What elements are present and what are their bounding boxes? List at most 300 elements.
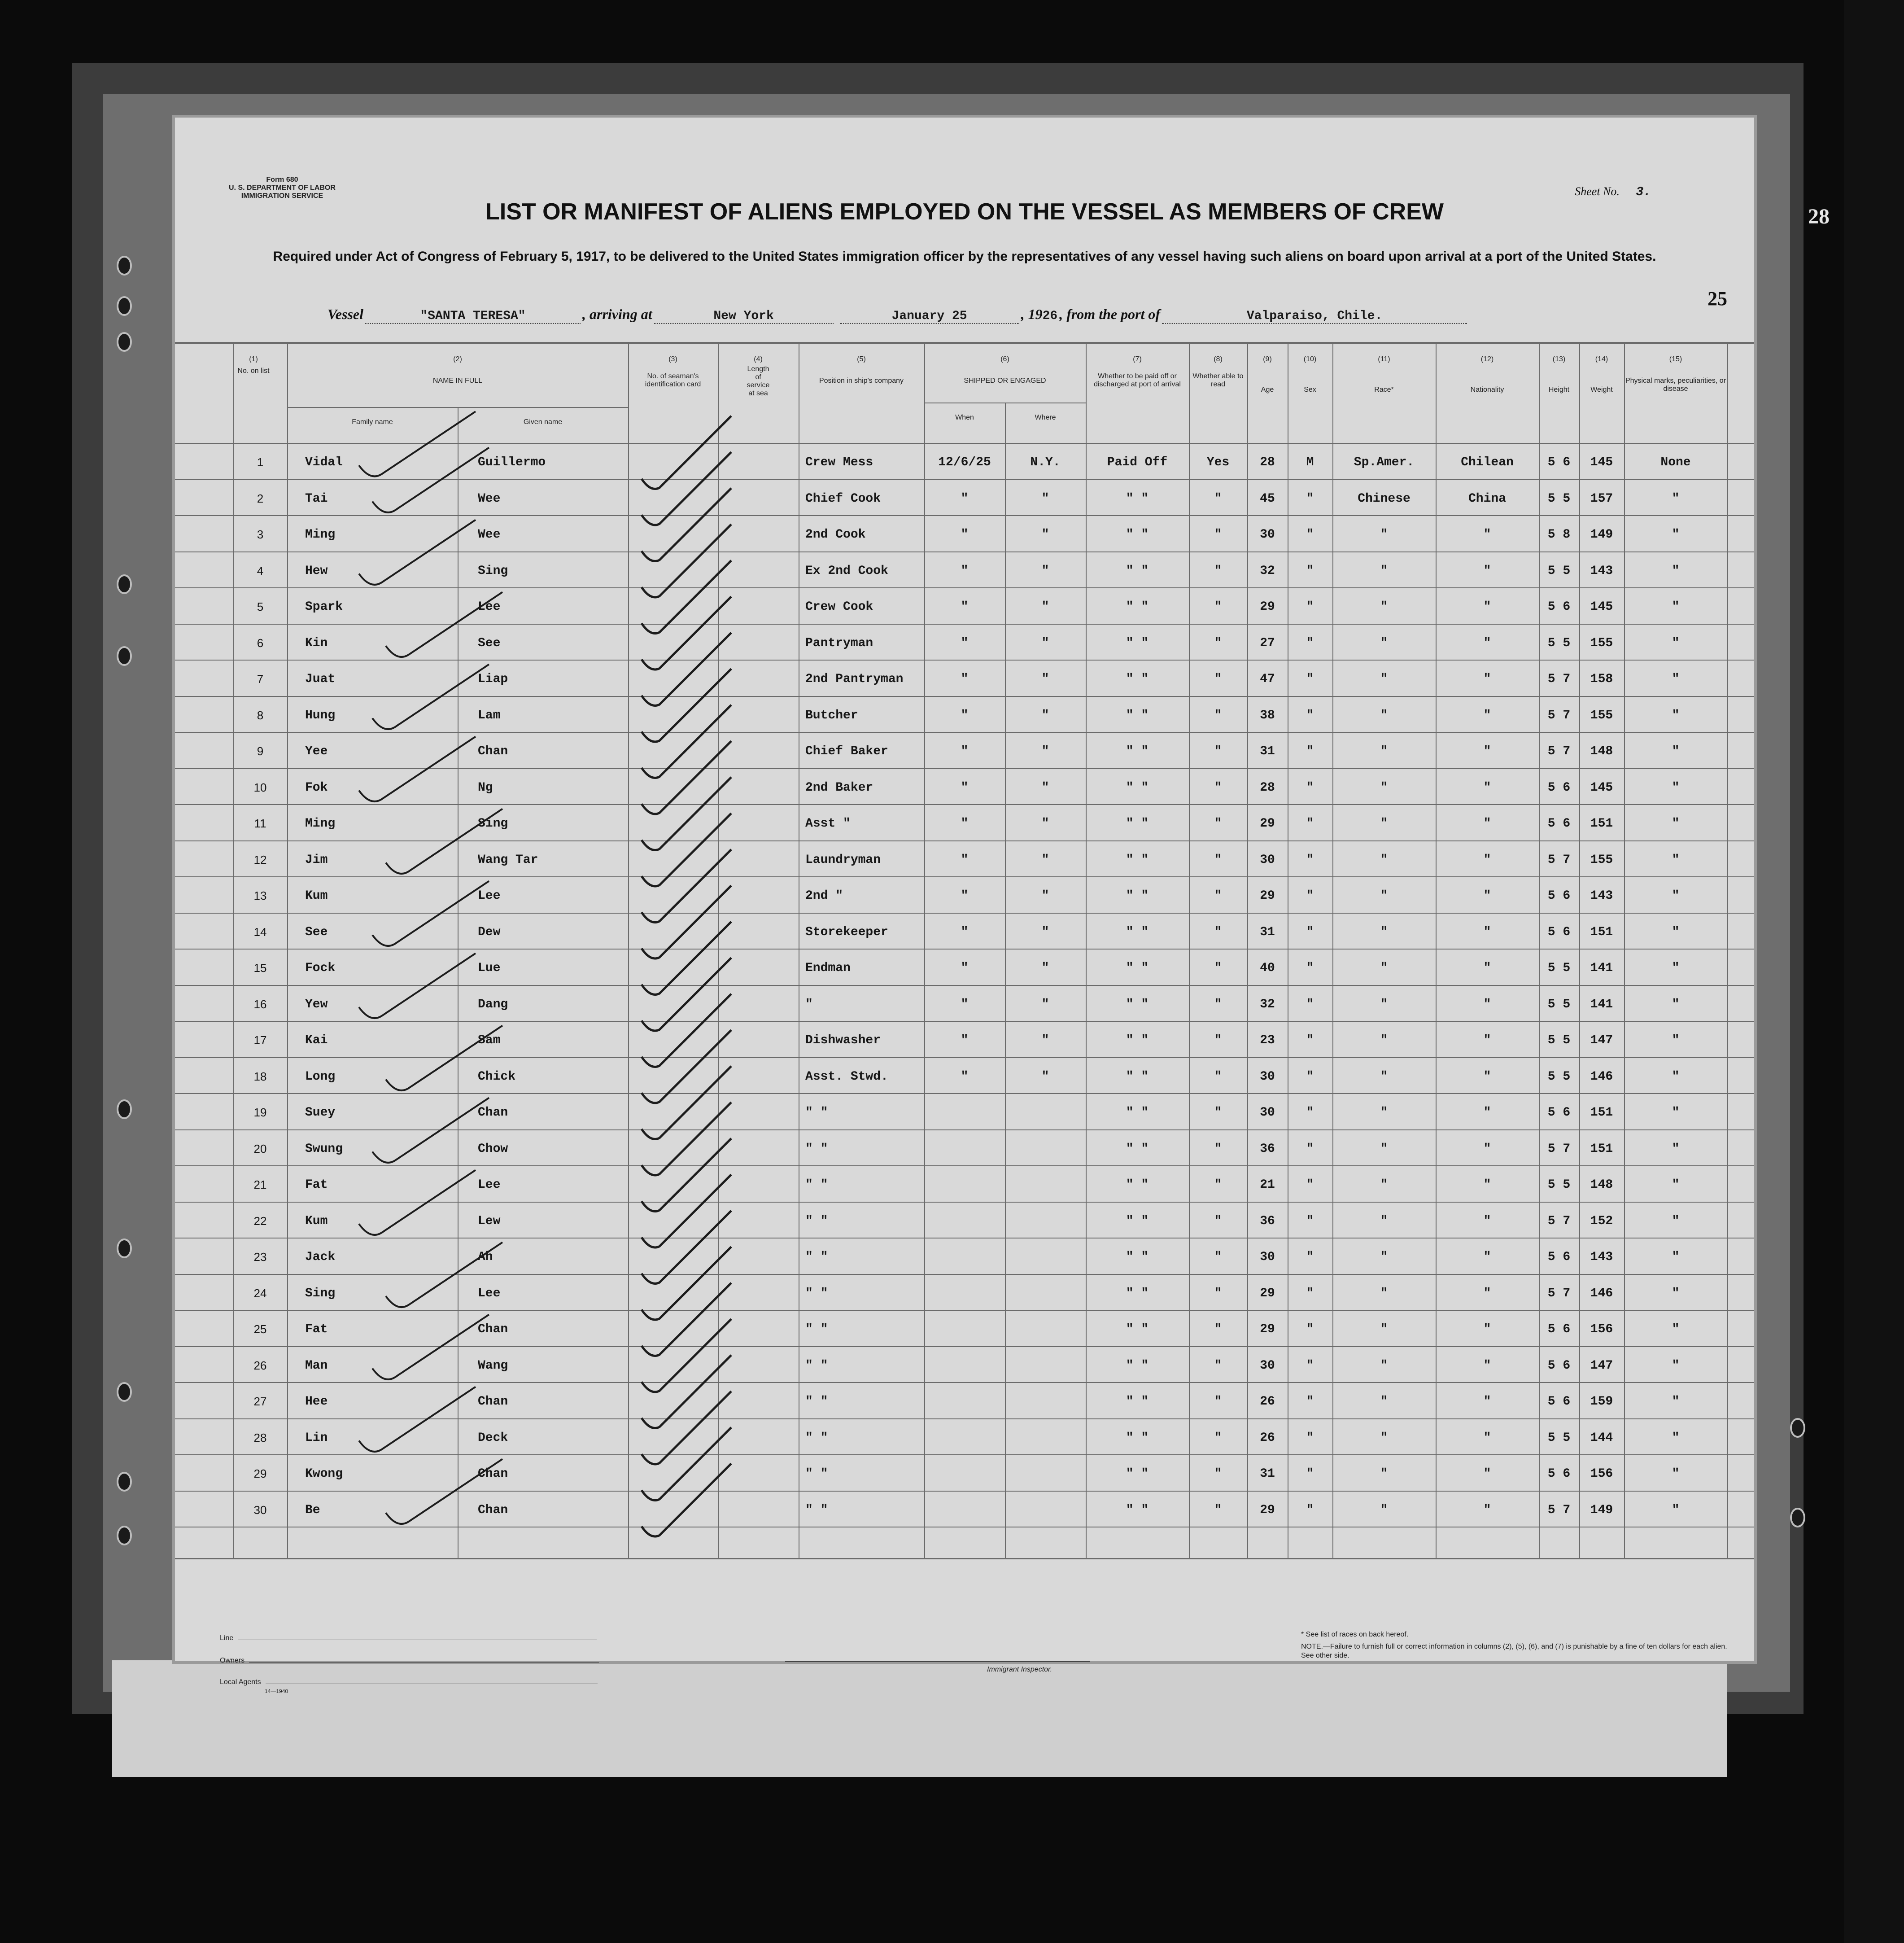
cell-family: Kwong <box>305 1467 343 1481</box>
cell-family: Hee <box>305 1395 328 1409</box>
cell-marks: " <box>1672 817 1680 831</box>
cell-paid: " " <box>1126 997 1149 1011</box>
cell-nat: " <box>1483 1358 1491 1373</box>
cell-age: 26 <box>1260 1395 1275 1409</box>
cell-weight: 145 <box>1590 455 1613 469</box>
cell-position: " " <box>805 1322 828 1336</box>
cell-read: " <box>1214 1395 1222 1409</box>
cell-nat: " <box>1483 1142 1491 1156</box>
cell-paid: " " <box>1126 1322 1149 1336</box>
cell-weight: 141 <box>1590 997 1613 1011</box>
cell-height: 5 6 <box>1547 1358 1571 1373</box>
row-rule <box>175 876 1754 877</box>
cell-position: Pantryman <box>805 636 873 650</box>
cell-age: 30 <box>1260 1106 1275 1120</box>
cell-read: " <box>1214 1358 1222 1373</box>
table-bottom-rule <box>175 1558 1754 1559</box>
cell-no: 18 <box>253 1069 267 1083</box>
cell-height: 5 5 <box>1547 1033 1571 1047</box>
cell-family: Ming <box>305 817 336 831</box>
cell-where: " <box>1041 961 1049 975</box>
arrival-date: January 25 <box>840 309 1019 324</box>
cell-weight: 147 <box>1590 1033 1613 1047</box>
sheet-number <box>1575 185 1651 199</box>
cell-paid: " " <box>1126 1250 1149 1264</box>
vessel-value: "SANTA TERESA" <box>365 309 581 324</box>
cell-race: " <box>1380 636 1388 650</box>
cell-sex: " <box>1306 1033 1314 1047</box>
cell-sex: " <box>1306 600 1314 614</box>
punch-hole <box>1790 1418 1805 1438</box>
cell-height: 5 6 <box>1547 600 1571 614</box>
cell-sex: " <box>1306 491 1314 506</box>
cell-paid: " " <box>1126 925 1149 939</box>
cell-family: Suey <box>305 1106 336 1120</box>
cell-family: Vidal <box>305 455 343 469</box>
cell-no: 8 <box>257 708 264 722</box>
row-rule <box>175 696 1754 697</box>
cell-race: " <box>1380 853 1388 867</box>
cell-height: 5 6 <box>1547 455 1571 469</box>
cell-sex: " <box>1306 636 1314 650</box>
cell-when: " <box>961 600 969 614</box>
cell-when: " <box>961 1033 969 1047</box>
cell-given: Chan <box>478 1467 508 1481</box>
form-line: U. S. DEPARTMENT OF LABOR <box>229 184 336 192</box>
cell-weight: 155 <box>1590 708 1613 722</box>
cell-paid: " " <box>1126 491 1149 506</box>
cell-marks: " <box>1672 1286 1680 1300</box>
inspector-label: Immigrant Inspector. <box>987 1666 1052 1673</box>
cell-marks: " <box>1672 528 1680 542</box>
cell-marks: " <box>1672 1503 1680 1517</box>
cell-family: Kum <box>305 889 328 903</box>
page-subtitle: Required under Act of Congress of February 5, 1917, to be delivered to the United States immigration officer by the representatives of any vessel having such aliens on board upon arrival at a port of the United States. <box>273 249 1656 264</box>
cell-position: Chief Baker <box>805 744 888 758</box>
cell-family: Kin <box>305 636 328 650</box>
cell-marks: " <box>1672 600 1680 614</box>
cell-age: 38 <box>1260 708 1275 722</box>
col-number: (10) <box>1303 355 1317 363</box>
cell-sex: " <box>1306 1503 1314 1517</box>
cell-where: " <box>1041 528 1049 542</box>
cell-race: " <box>1380 1069 1388 1084</box>
sheet-label: Sheet No. <box>1575 185 1620 198</box>
footer-agents-code: 14—1940 <box>265 1688 288 1694</box>
cell-age: 26 <box>1260 1431 1275 1445</box>
cell-nat: " <box>1483 636 1491 650</box>
cell-position: " " <box>805 1142 828 1156</box>
footer-text: Owners <box>220 1657 245 1664</box>
col-title: Whether to be paid off or discharged at port of arrival <box>1094 372 1181 388</box>
cell-height: 5 6 <box>1547 817 1571 831</box>
cell-weight: 151 <box>1590 1106 1613 1120</box>
cell-read: " <box>1214 528 1222 542</box>
cell-read: " <box>1214 1467 1222 1481</box>
cell-weight: 155 <box>1590 636 1613 650</box>
cell-marks: " <box>1672 1214 1680 1228</box>
cell-nat: " <box>1483 817 1491 831</box>
punch-hole <box>117 1382 132 1402</box>
cell-paid: " " <box>1126 672 1149 686</box>
cell-where: " <box>1041 889 1049 903</box>
punch-hole <box>117 646 132 666</box>
cell-when: " <box>961 636 969 650</box>
year-prefix: , 19 <box>1021 306 1043 322</box>
col-number: (4) <box>754 355 763 363</box>
punch-hole <box>117 1472 132 1492</box>
cell-paid: " " <box>1126 817 1149 831</box>
cell-weight: 151 <box>1590 1142 1613 1156</box>
col-number: (11) <box>1378 355 1390 363</box>
cell-read: " <box>1214 491 1222 506</box>
cell-where: " <box>1041 672 1049 686</box>
cell-read: " <box>1214 564 1222 578</box>
year-suffix: 26 <box>1042 309 1058 323</box>
cell-sex: " <box>1306 1142 1314 1156</box>
cell-given: See <box>478 636 501 650</box>
cell-where: " <box>1041 780 1049 795</box>
cell-position: 2nd Baker <box>805 780 873 795</box>
cell-given: Sam <box>478 1033 501 1047</box>
row-rule <box>175 1454 1754 1455</box>
cell-nat: " <box>1483 961 1491 975</box>
punch-hole <box>117 574 132 594</box>
cell-read: " <box>1214 961 1222 975</box>
cell-where: N.Y. <box>1030 455 1061 469</box>
cell-sex: " <box>1306 817 1314 831</box>
col14-header <box>1579 355 1624 394</box>
cell-family: Fat <box>305 1322 328 1336</box>
cell-race: " <box>1380 780 1388 795</box>
cell-height: 5 6 <box>1547 1467 1571 1481</box>
row-rule <box>175 1129 1754 1130</box>
cell-weight: 156 <box>1590 1467 1613 1481</box>
cell-position: " " <box>805 1358 828 1373</box>
cell-read: " <box>1214 1178 1222 1192</box>
cell-no: 5 <box>257 600 264 613</box>
cell-family: Lin <box>305 1431 328 1445</box>
footer-text: Local Agents <box>220 1678 261 1686</box>
cell-paid: " " <box>1126 744 1149 758</box>
col-number: (1) <box>249 355 258 363</box>
row-rule <box>175 1057 1754 1058</box>
cell-age: 29 <box>1260 600 1275 614</box>
column-rule <box>1086 342 1087 1558</box>
cell-where: " <box>1041 925 1049 939</box>
col-title: Length of service at sea <box>747 365 770 397</box>
cell-nat: " <box>1483 744 1491 758</box>
cell-age: 29 <box>1260 889 1275 903</box>
cell-family: Spark <box>305 600 343 614</box>
cell-nat: " <box>1483 672 1491 686</box>
cell-weight: 158 <box>1590 672 1613 686</box>
crew-table <box>175 342 1754 1594</box>
cell-no: 26 <box>253 1358 267 1372</box>
cell-nat: " <box>1483 708 1491 722</box>
col6a-header: When <box>955 414 974 421</box>
cell-given: Chow <box>478 1142 508 1156</box>
col-title: Position in ship's company <box>819 377 904 385</box>
race-note: * See list of races on back hereof. <box>1301 1631 1409 1638</box>
cell-height: 5 8 <box>1547 528 1571 542</box>
cell-sex: " <box>1306 1467 1314 1481</box>
col5-header <box>799 355 924 385</box>
cell-no: 6 <box>257 636 264 650</box>
cell-no: 20 <box>253 1142 267 1155</box>
col-number: (5) <box>857 355 866 363</box>
cell-family: Be <box>305 1503 320 1517</box>
cell-no: 13 <box>253 889 267 902</box>
table-top-rule <box>175 342 1754 344</box>
cell-family: Swung <box>305 1142 343 1156</box>
vessel-label: Vessel <box>328 306 363 322</box>
row-rule <box>175 1418 1754 1419</box>
cell-when: " <box>961 889 969 903</box>
cell-age: 47 <box>1260 672 1275 686</box>
row-rule <box>175 479 1754 480</box>
cell-race: " <box>1380 600 1388 614</box>
cell-family: See <box>305 925 328 939</box>
row-rule <box>175 840 1754 841</box>
cell-sex: " <box>1306 1214 1314 1228</box>
cell-when: " <box>961 491 969 506</box>
cell-race: " <box>1380 817 1388 831</box>
cell-race: " <box>1380 672 1388 686</box>
cell-age: 31 <box>1260 925 1275 939</box>
col-number: (6) <box>1000 355 1009 363</box>
row-rule <box>175 660 1754 661</box>
cell-height: 5 5 <box>1547 1178 1571 1192</box>
cell-race: " <box>1380 528 1388 542</box>
outer-page-number: 28 <box>1808 205 1830 228</box>
cell-race: " <box>1380 1106 1388 1120</box>
cell-read: " <box>1214 925 1222 939</box>
cell-marks: " <box>1672 672 1680 686</box>
cell-nat: " <box>1483 853 1491 867</box>
col-number: (14) <box>1595 355 1608 363</box>
cell-marks: " <box>1672 636 1680 650</box>
cell-sex: " <box>1306 744 1314 758</box>
column-rule <box>1436 342 1437 1558</box>
cell-position: " " <box>805 1250 828 1264</box>
row-rule <box>175 624 1754 625</box>
cell-where: " <box>1041 997 1049 1011</box>
cell-nat: " <box>1483 1395 1491 1409</box>
row-rule <box>175 1021 1754 1022</box>
cell-sex: " <box>1306 997 1314 1011</box>
cell-height: 5 7 <box>1547 744 1571 758</box>
cell-paid: " " <box>1126 1395 1149 1409</box>
cell-given: Wang Tar <box>478 853 538 867</box>
cell-no: 7 <box>257 672 264 686</box>
cell-marks: " <box>1672 961 1680 975</box>
cell-position: 2nd Pantryman <box>805 672 904 686</box>
cell-race: " <box>1380 1503 1388 1517</box>
cell-position: " " <box>805 1214 828 1228</box>
punch-hole <box>117 1526 132 1545</box>
cell-no: 9 <box>257 744 264 758</box>
row-rule <box>175 949 1754 950</box>
cell-paid: " " <box>1126 1069 1149 1084</box>
header-bottom-rule <box>175 443 1754 444</box>
cell-race: " <box>1380 1322 1388 1336</box>
cell-marks: " <box>1672 925 1680 939</box>
cell-marks: " <box>1672 997 1680 1011</box>
cell-height: 5 6 <box>1547 780 1571 795</box>
cell-marks: " <box>1672 744 1680 758</box>
cell-no: 15 <box>253 961 267 975</box>
cell-no: 30 <box>253 1503 267 1517</box>
cell-weight: 145 <box>1590 780 1613 795</box>
cell-race: " <box>1380 925 1388 939</box>
footer-line-label <box>220 1634 597 1642</box>
cell-read: " <box>1214 889 1222 903</box>
cell-when: " <box>961 672 969 686</box>
cell-paid: " " <box>1126 961 1149 975</box>
cell-age: 29 <box>1260 1286 1275 1300</box>
cell-sex: " <box>1306 564 1314 578</box>
cell-no: 3 <box>257 528 264 541</box>
cell-weight: 143 <box>1590 889 1613 903</box>
col2a-header: Family name <box>352 418 393 426</box>
cell-weight: 151 <box>1590 925 1613 939</box>
cell-position: 2nd Cook <box>805 528 866 542</box>
cell-position: " " <box>805 1178 828 1192</box>
punch-hole <box>117 1238 132 1258</box>
cell-no: 21 <box>253 1178 267 1191</box>
cell-no: 10 <box>253 780 267 794</box>
cell-weight: 155 <box>1590 853 1613 867</box>
cell-given: Deck <box>478 1431 508 1445</box>
cell-marks: None <box>1660 455 1691 469</box>
cell-nat: " <box>1483 780 1491 795</box>
cell-no: 2 <box>257 491 264 505</box>
cell-when: " <box>961 528 969 542</box>
cell-nat: " <box>1483 1503 1491 1517</box>
cell-read: " <box>1214 780 1222 795</box>
cell-when: " <box>961 997 969 1011</box>
cell-paid: " " <box>1126 1503 1149 1517</box>
cell-given: Chan <box>478 1395 508 1409</box>
cell-no: 28 <box>253 1431 267 1444</box>
cell-marks: " <box>1672 780 1680 795</box>
form-line: IMMIGRATION SERVICE <box>241 192 323 200</box>
manifest-page <box>175 118 1754 1694</box>
cell-paid: " " <box>1126 1033 1149 1047</box>
cell-marks: " <box>1672 708 1680 722</box>
cell-height: 5 6 <box>1547 1395 1571 1409</box>
cell-weight: 145 <box>1590 600 1613 614</box>
cell-weight: 157 <box>1590 491 1613 506</box>
cell-weight: 147 <box>1590 1358 1613 1373</box>
col-title: Nationality <box>1470 386 1504 394</box>
cell-paid: " " <box>1126 1431 1149 1445</box>
cell-sex: " <box>1306 1178 1314 1192</box>
col-number: (15) <box>1669 355 1682 363</box>
cell-where: " <box>1041 853 1049 867</box>
cell-age: 27 <box>1260 636 1275 650</box>
arriving-label: , arriving at <box>582 306 652 322</box>
row-rule <box>175 1274 1754 1275</box>
cell-family: Man <box>305 1358 328 1373</box>
cell-marks: " <box>1672 1250 1680 1264</box>
cell-race: Sp.Amer. <box>1354 455 1415 469</box>
cell-family: Sing <box>305 1286 336 1300</box>
cell-read: " <box>1214 1286 1222 1300</box>
cell-position: Dishwasher <box>805 1033 881 1047</box>
cell-paid: " " <box>1126 889 1149 903</box>
cell-nat: " <box>1483 925 1491 939</box>
cell-no: 19 <box>253 1106 267 1119</box>
cell-read: " <box>1214 1322 1222 1336</box>
cell-age: 29 <box>1260 1322 1275 1336</box>
cell-position: 2nd " <box>805 889 843 903</box>
cell-age: 30 <box>1260 528 1275 542</box>
cell-family: Long <box>305 1069 336 1084</box>
cell-given: Lue <box>478 961 501 975</box>
cell-height: 5 5 <box>1547 961 1571 975</box>
cell-sex: " <box>1306 1322 1314 1336</box>
cell-weight: 144 <box>1590 1431 1613 1445</box>
cell-weight: 141 <box>1590 961 1613 975</box>
cell-height: 5 7 <box>1547 672 1571 686</box>
row-rule <box>175 732 1754 733</box>
blank-line <box>249 1662 599 1663</box>
cell-paid: " " <box>1126 636 1149 650</box>
cell-height: 5 6 <box>1547 1322 1571 1336</box>
cell-paid: " " <box>1126 1142 1149 1156</box>
footer-agents-label <box>220 1678 598 1686</box>
cell-no: 14 <box>253 925 267 939</box>
row-rule <box>175 551 1754 552</box>
cell-where: " <box>1041 1069 1049 1084</box>
cell-paid: " " <box>1126 528 1149 542</box>
punch-hole <box>117 1099 132 1119</box>
cell-position: Storekeeper <box>805 925 888 939</box>
cell-family: Fock <box>305 961 336 975</box>
cell-nat: " <box>1483 1286 1491 1300</box>
cell-height: 5 6 <box>1547 925 1571 939</box>
cell-height: 5 7 <box>1547 853 1571 867</box>
column-rule <box>1005 403 1006 1558</box>
sheet-no-value: 3. <box>1636 185 1651 199</box>
cell-marks: " <box>1672 1467 1680 1481</box>
col-number: (3) <box>668 355 677 363</box>
cell-sex: " <box>1306 889 1314 903</box>
cell-sex: " <box>1306 1431 1314 1445</box>
cell-when: " <box>961 925 969 939</box>
cell-weight: 148 <box>1590 1178 1613 1192</box>
cell-weight: 149 <box>1590 1503 1613 1517</box>
row-rule <box>175 913 1754 914</box>
cell-nat: " <box>1483 1467 1491 1481</box>
cell-read: " <box>1214 636 1222 650</box>
cell-given: Wee <box>478 528 501 542</box>
row-rule <box>175 1093 1754 1094</box>
cell-marks: " <box>1672 491 1680 506</box>
cell-height: 5 5 <box>1547 1431 1571 1445</box>
cell-no: 1 <box>257 455 264 469</box>
column-rule <box>924 342 925 1558</box>
cell-height: 5 6 <box>1547 889 1571 903</box>
cell-weight: 143 <box>1590 1250 1613 1264</box>
cell-paid: " " <box>1126 600 1149 614</box>
cell-nat: " <box>1483 528 1491 542</box>
cell-marks: " <box>1672 889 1680 903</box>
cell-family: Kum <box>305 1214 328 1228</box>
row-rule <box>175 515 1754 516</box>
